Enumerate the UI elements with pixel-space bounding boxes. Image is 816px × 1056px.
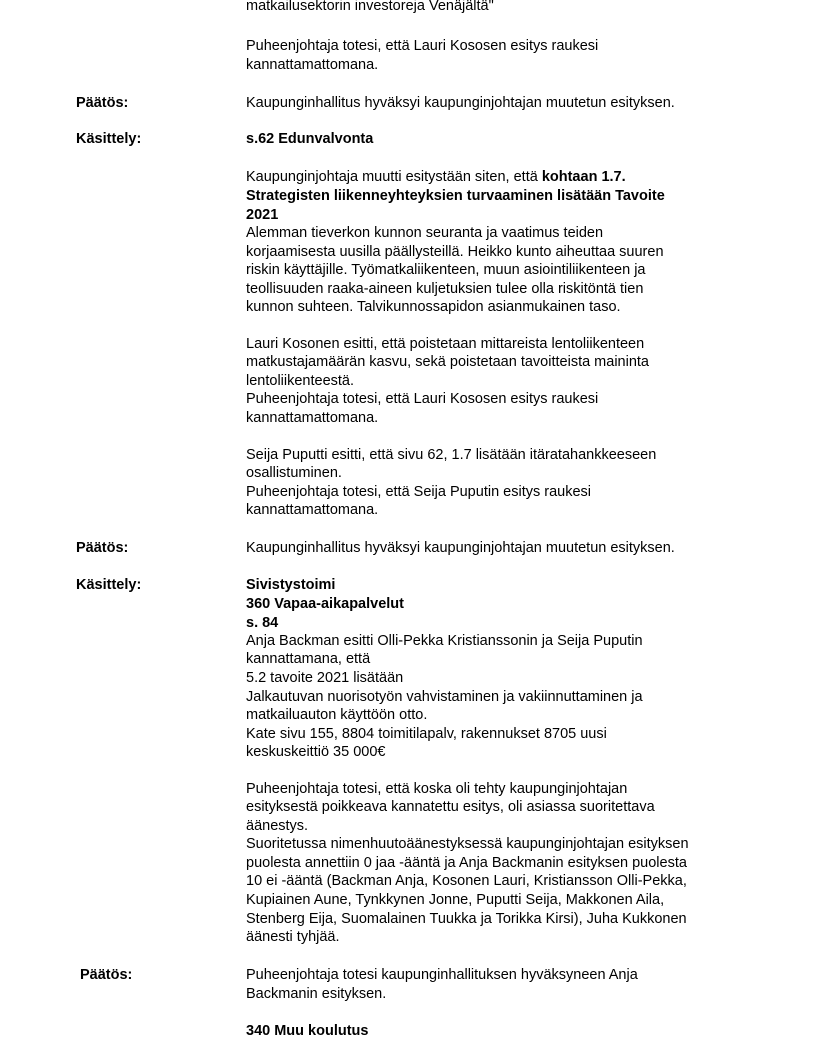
- paragraph-line: matkailuauton käyttöön otto.: [246, 707, 428, 723]
- paragraph-line: Puheenjohtaja totesi, että Lauri Kososen esitys raukesi: [246, 391, 599, 407]
- decision-label: Päätös:: [76, 95, 129, 111]
- top-line-3: kannattamattomana.: [246, 57, 379, 73]
- paragraph-bold-text: kohtaan 1.7.: [541, 169, 626, 185]
- paragraph-line: kannattamana, että: [246, 651, 371, 667]
- paragraph-bold-line: 2021: [246, 207, 279, 223]
- top-line-2: Puheenjohtaja totesi, että Lauri Kososen esitys raukesi: [246, 38, 599, 54]
- paragraph-line: osallistuminen.: [246, 465, 342, 481]
- section-heading: 340 Muu koulutus: [246, 1023, 369, 1039]
- paragraph-line: matkustajamäärän kasvu, sekä poistetaan tavoitteista maininta: [246, 354, 649, 370]
- section-heading: 360 Vapaa-aikapalvelut: [246, 596, 404, 612]
- handling-label: Käsittely:: [76, 577, 142, 593]
- paragraph-line: Puheenjohtaja totesi, että koska oli tehty kaupunginjohtajan: [246, 781, 628, 797]
- paragraph-line: korjaamisesta uusilla päällysteillä. Heikko kunto aiheuttaa suuren: [246, 244, 664, 260]
- decision-label: Päätös:: [76, 540, 129, 556]
- paragraph-line: keskuskeittiö 35 000€: [246, 744, 386, 760]
- paragraph-line: riskin käyttäjille. Työmatkaliikenteen, muun asiointiliikenteen ja: [246, 262, 646, 278]
- paragraph-line: esityksestä poikkeava kannatettu esitys, oli asiassa suoritettava: [246, 799, 655, 815]
- paragraph-line: Suoritetussa nimenhuutoäänestyksessä kaupunginjohtajan esityksen: [246, 836, 689, 852]
- decision-text: Backmanin esityksen.: [246, 986, 387, 1002]
- paragraph-line: Stenberg Eija, Suomalainen Tuukka ja Torikka Kirsi), Juha Kukkonen: [246, 911, 687, 927]
- paragraph-line: Kupiainen Aune, Tynkkynen Jonne, Puputti Seija, Makkonen Aila,: [246, 892, 665, 908]
- paragraph-line: lentoliikenteestä.: [246, 373, 355, 389]
- paragraph-line: äänestys.: [246, 818, 309, 834]
- paragraph-line: Anja Backman esitti Olli-Pekka Kristianssonin ja Seija Puputin: [246, 633, 643, 649]
- paragraph-line: 5.2 tavoite 2021 lisätään: [246, 670, 404, 686]
- paragraph-text: Kaupunginjohtaja muutti esitystään siten, että: [246, 169, 542, 185]
- paragraph-line: teollisuuden raaka-aineen kuljetuksien tulee olla riskitöntä tien: [246, 281, 644, 297]
- top-line-1: matkailusektorin investoreja Venäjältä": [246, 0, 494, 14]
- paragraph-line: kannattamattomana.: [246, 410, 379, 426]
- handling-label: Käsittely:: [76, 131, 142, 147]
- paragraph-line: [246, 168, 626, 186]
- paragraph-line: Jalkautuvan nuorisotyön vahvistaminen ja vakiinnuttaminen ja: [246, 689, 643, 705]
- section-heading: s. 84: [246, 615, 279, 631]
- paragraph-line: äänesti tyhjää.: [246, 929, 340, 945]
- paragraph-line: kannattamattomana.: [246, 502, 379, 518]
- section-heading: Sivistystoimi: [246, 577, 336, 593]
- section-heading: s.62 Edunvalvonta: [246, 131, 374, 147]
- paragraph-line: Lauri Kosonen esitti, että poistetaan mittareista lentoliikenteen: [246, 336, 645, 352]
- paragraph-line: Seija Puputti esitti, että sivu 62, 1.7 lisätään itäratahankkeeseen: [246, 447, 657, 463]
- paragraph-line: Puheenjohtaja totesi, että Seija Puputin esitys raukesi: [246, 484, 591, 500]
- paragraph-line: Kate sivu 155, 8804 toimitilapalv, rakennukset 8705 uusi: [246, 726, 607, 742]
- decision-text: Kaupunginhallitus hyväksyi kaupunginjohtajan muutetun esityksen.: [246, 540, 675, 556]
- decision-text: Puheenjohtaja totesi kaupunginhallituksen hyväksyneen Anja: [246, 967, 638, 983]
- paragraph-line: 10 ei -ääntä (Backman Anja, Kosonen Lauri, Kristiansson Olli-Pekka,: [246, 873, 687, 889]
- paragraph-line: Alemman tieverkon kunnon seuranta ja vaatimus teiden: [246, 225, 604, 241]
- paragraph-line: kunnon suhteen. Talvikunnossapidon asianmukainen taso.: [246, 299, 621, 315]
- paragraph-bold-line: Strategisten liikenneyhteyksien turvaaminen lisätään Tavoite: [246, 188, 665, 204]
- paragraph-line: puolesta annettiin 0 jaa -ääntä ja Anja Backmanin esityksen puolesta: [246, 855, 687, 871]
- decision-text: Kaupunginhallitus hyväksyi kaupunginjohtajan muutetun esityksen.: [246, 95, 675, 111]
- decision-label: Päätös:: [80, 967, 133, 983]
